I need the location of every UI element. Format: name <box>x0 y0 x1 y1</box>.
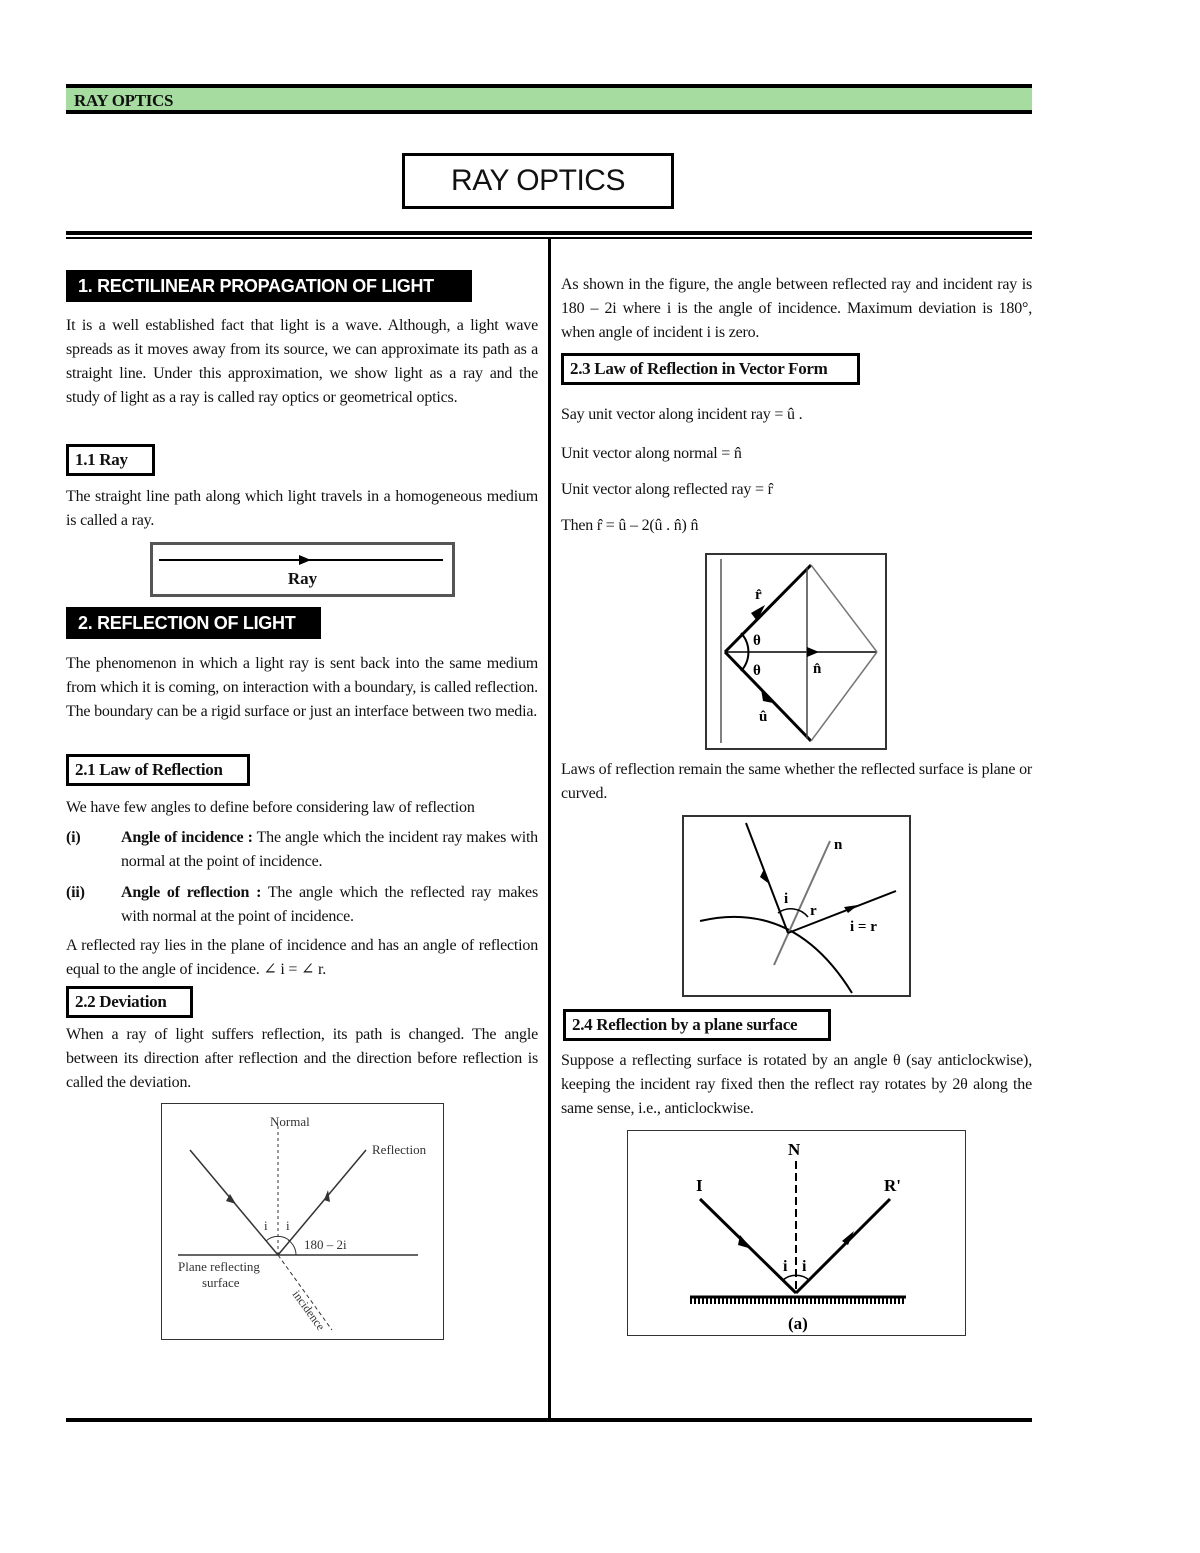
list-item <box>66 881 538 929</box>
normal-n-label: n <box>834 837 843 853</box>
normal-label: Normal <box>270 1114 310 1129</box>
list-item-number: (ii) <box>66 884 85 901</box>
ray-figure <box>150 542 455 597</box>
figure-caption: (a) <box>788 1314 808 1333</box>
angle-i-label: i <box>784 891 789 907</box>
list-item-number: (i) <box>66 829 81 846</box>
incidence-label: incidence <box>289 1287 328 1333</box>
column-divider <box>548 239 551 1422</box>
theta-label: θ <box>753 633 761 649</box>
vector-line-normal: Unit vector along normal = n̂ <box>561 445 742 462</box>
right-paragraph-1: As shown in the figure, the angle between reflected ray and incident ray is 180 – 2i where i is the angle of incidence. Maximum deviation is 180°, when angle of incident i is zero. <box>561 276 1032 341</box>
plane-surface-diagram <box>628 1131 965 1335</box>
list-item-term: Angle of incidence : <box>121 829 253 846</box>
arrow-icon <box>844 905 858 913</box>
reflected-R-label: R' <box>884 1176 901 1195</box>
section-2-body: The phenomenon in which a light ray is sent back into the same medium from which it is coming, on interaction with a boundary, is called reflection. The boundary can be a rigid surface or just an interface between two media. <box>66 655 538 720</box>
page-title: RAY OPTICS <box>402 153 674 209</box>
running-header <box>66 84 1032 114</box>
deviation-diagram <box>162 1104 443 1339</box>
list-item-term: Angle of reflection : <box>121 884 262 901</box>
deviation-figure <box>161 1103 444 1340</box>
surface-label: surface <box>202 1275 240 1290</box>
u-hat-label: û <box>759 709 768 725</box>
bottom-rule <box>66 1418 1032 1422</box>
vector-reflection-diagram <box>707 555 885 748</box>
curved-reflection-diagram <box>684 817 909 995</box>
angle-i-label: i <box>264 1218 268 1233</box>
theta-label: θ <box>753 663 761 679</box>
angle-i-label: i <box>286 1218 290 1233</box>
section-1-1-body: The straight line path along which light travels in a homogeneous medium is called a ray. <box>66 488 538 529</box>
angle-i-label: i <box>783 1258 788 1275</box>
vector-reflection-figure <box>705 553 887 750</box>
surface-label: Plane reflecting <box>178 1259 260 1274</box>
section-2-1-outro: A reflected ray lies in the plane of incidence and has an angle of reflection equal to the angle of incidence. ∠ i = ∠ r. <box>66 937 538 978</box>
plane-surface-figure <box>627 1130 966 1336</box>
section-1-heading: 1. RECTILINEAR PROPAGATION OF LIGHT <box>66 270 472 302</box>
section-2-1-intro: We have few angles to define before considering law of reflection <box>66 799 475 816</box>
equality-label: i = r <box>850 919 877 935</box>
section-1-body: It is a well established fact that light is a wave. Although, a light wave spreads as it moves away from its source, we can approximate its path as a straight line. Under this approximation, we show light as a ray and the study of light as a ray is called ray optics or geometrical optics. <box>66 317 538 406</box>
ray-figure-label: Ray <box>287 569 318 588</box>
curved-reflection-figure <box>682 815 911 997</box>
arrow-icon <box>738 1235 752 1249</box>
vector-line-incident: Say unit vector along incident ray = û . <box>561 406 803 423</box>
list-item-text: The angle which the incident ray makes with normal at the point of incidence. <box>121 829 538 870</box>
section-2-4-heading: 2.4 Reflection by a plane surface <box>563 1009 831 1041</box>
section-2-4-body: Suppose a reflecting surface is rotated by an angle θ (say anticlockwise), keeping the incident ray fixed then the reflect ray rotates by 2θ along the same sense, i.e., anticlockwise. <box>561 1052 1032 1117</box>
section-2-2-heading: 2.2 Deviation <box>66 986 193 1018</box>
reflection-label: Reflection <box>372 1142 427 1157</box>
curved-surface-note: Laws of reflection remain the same whether the reflected surface is plane or curved. <box>561 761 1032 802</box>
vector-line-reflected: Unit vector along reflected ray = r̂ <box>561 481 773 498</box>
angle-i-label: i <box>802 1258 807 1275</box>
normal-N-label: N <box>788 1140 801 1159</box>
section-2-heading: 2. REFLECTION OF LIGHT <box>66 607 321 639</box>
n-hat-label: n̂ <box>813 661 822 677</box>
r-hat-label: r̂ <box>755 587 762 603</box>
section-2-1-heading: 2.1 Law of Reflection <box>66 754 250 786</box>
arrow-icon <box>807 647 819 657</box>
incident-I-label: I <box>696 1176 703 1195</box>
arrow-icon <box>299 555 311 565</box>
section-1-1-heading: 1.1 Ray <box>66 444 155 476</box>
deviation-label: 180 – 2i <box>304 1237 347 1252</box>
running-header-title: RAY OPTICS <box>74 91 174 110</box>
vector-equation: Then r̂ = û – 2(û . n̂) n̂ <box>561 517 699 534</box>
angle-r-label: r <box>810 903 817 919</box>
section-2-2-body: When a ray of light suffers reflection, its path is changed. The angle between its direction after reflection and the direction before reflection is called the deviation. <box>66 1026 538 1091</box>
list-item <box>66 826 538 874</box>
top-rule <box>66 231 1032 235</box>
arrow-icon <box>324 1190 330 1202</box>
list-item-text: The angle which the reflected ray makes with normal at the point of incidence. <box>121 884 538 925</box>
section-2-3-heading: 2.3 Law of Reflection in Vector Form <box>561 353 860 385</box>
